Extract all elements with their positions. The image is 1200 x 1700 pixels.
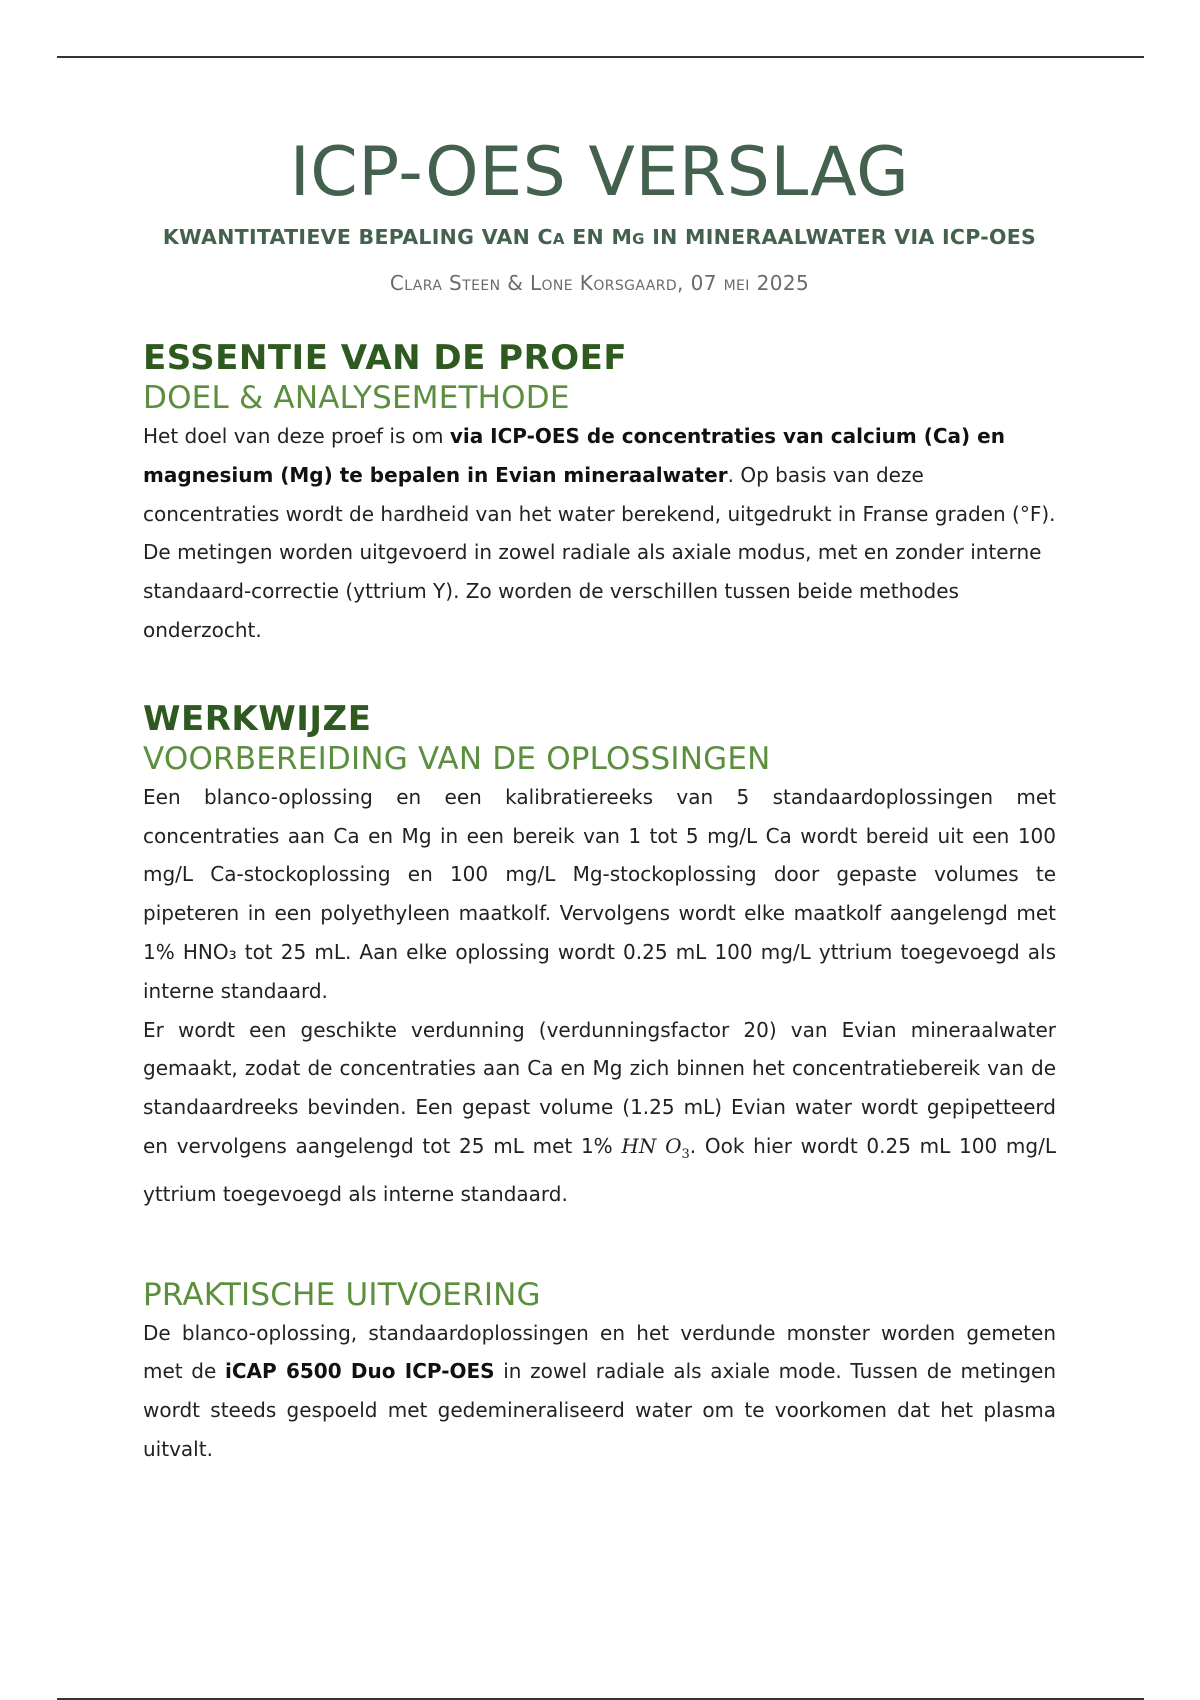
section-werkwijze	[143, 698, 1056, 1214]
paragraph-praktisch	[143, 1314, 1056, 1469]
document-title: ICP-OES VERSLAG	[289, 133, 910, 212]
verdunning-text-start: Er wordt een geschikte verdunning (verdunningsfactor 20) van Evian mineraalwater gemaakt, zodat de concentraties aan Ca en Mg zich binnen het concentratiebereik van de standaardreeks bevinden. Een gepast volume (1.25 mL) Evian water wordt gepipetteerd en vervolgens aangelengd tot 25 mL met 1%	[143, 1017, 1056, 1158]
doel-text-bold: via ICP-OES de concentraties van calcium (Ca) en magnesium (Mg) te bepalen in Evian mineraalwater	[143, 424, 1005, 487]
section-essentie	[143, 337, 1056, 650]
hno3-formula-base: HN O	[621, 1133, 682, 1158]
hno3-formula-subscript: 3	[681, 1146, 690, 1162]
section-heading-werkwijze: WERKWIJZE	[143, 698, 372, 739]
doel-text-end: . Op basis van deze concentraties wordt de hardheid van het water berekend, uitgedrukt in Franse graden (°F). De metingen worden uitgevoerd in zowel radiale als axiale modus, met en zonder interne standaard-correctie (yttrium Y). Zo worden de verschillen tussen beide methodes onderzocht.	[143, 462, 1056, 642]
section-praktische-uitvoering	[143, 1276, 1056, 1469]
subsection-heading-doel: DOEL & ANALYSEMETHODE	[143, 380, 570, 416]
subtitle-mg-small: G	[632, 230, 645, 248]
subsection-heading-praktisch: PRAKTISCHE UITVOERING	[143, 1276, 541, 1313]
subtitle-part-1: KWANTITATIEVE BEPALING VAN C	[162, 225, 553, 249]
subsection-heading-voorbereiding: VOORBEREIDING VAN DE OPLOSSINGEN	[143, 740, 771, 777]
praktisch-text-end: in zowel radiale als axiale mode. Tussen de metingen wordt steeds gespoeld met gedemineraliseerd water om te voorkomen dat het plasma uitvalt.	[143, 1359, 1056, 1461]
paragraph-doel	[143, 417, 1056, 650]
praktisch-text-bold: iCAP 6500 Duo ICP-OES	[225, 1359, 495, 1384]
paragraph-voorbereiding-1: Een blanco-oplossing en een kalibratiereeks van 5 standaardoplossingen met concentraties aan Ca en Mg in een bereik van 1 tot 5 mg/L Ca wordt bereid uit een 100 mg/L Ca-stockoplossing en 100 mg/L Mg-stockoplossing door gepaste volumes te pipeteren in een polyethyleen maatkolf. Vervolgens wordt elke maatkolf aangelengd met 1% HNO₃ tot 25 mL. Aan elke oplossing wordt 0.25 mL 100 mg/L yttrium toegevoegd als interne standaard.	[143, 784, 1056, 1003]
authors-and-date: Clara Steen & Lone Korsgaard, 07 mei 2025	[389, 271, 810, 295]
paragraph-voorbereiding-2	[143, 1011, 1056, 1214]
subtitle-part-3: IN MINERAALWATER VIA ICP-OES	[644, 225, 1037, 249]
verdunning-text-end: . Ook hier wordt 0.25 mL 100 mg/L yttrium toegevoegd als interne standaard.	[143, 1133, 1056, 1206]
doel-text-start: Het doel van deze proef is om	[143, 424, 450, 448]
subtitle-ca-small: A	[552, 230, 565, 248]
subtitle-part-2: EN M	[564, 225, 633, 249]
praktisch-text-start: De blanco-oplossing, standaardoplossingen en het verdunde monster worden gemeten met de	[143, 1320, 1056, 1384]
top-rule	[57, 56, 1144, 58]
document-subtitle	[143, 222, 1056, 255]
hno3-formula	[621, 1133, 690, 1162]
section-heading-essentie: ESSENTIE VAN DE PROEF	[143, 338, 628, 378]
document-body	[143, 130, 1056, 1469]
